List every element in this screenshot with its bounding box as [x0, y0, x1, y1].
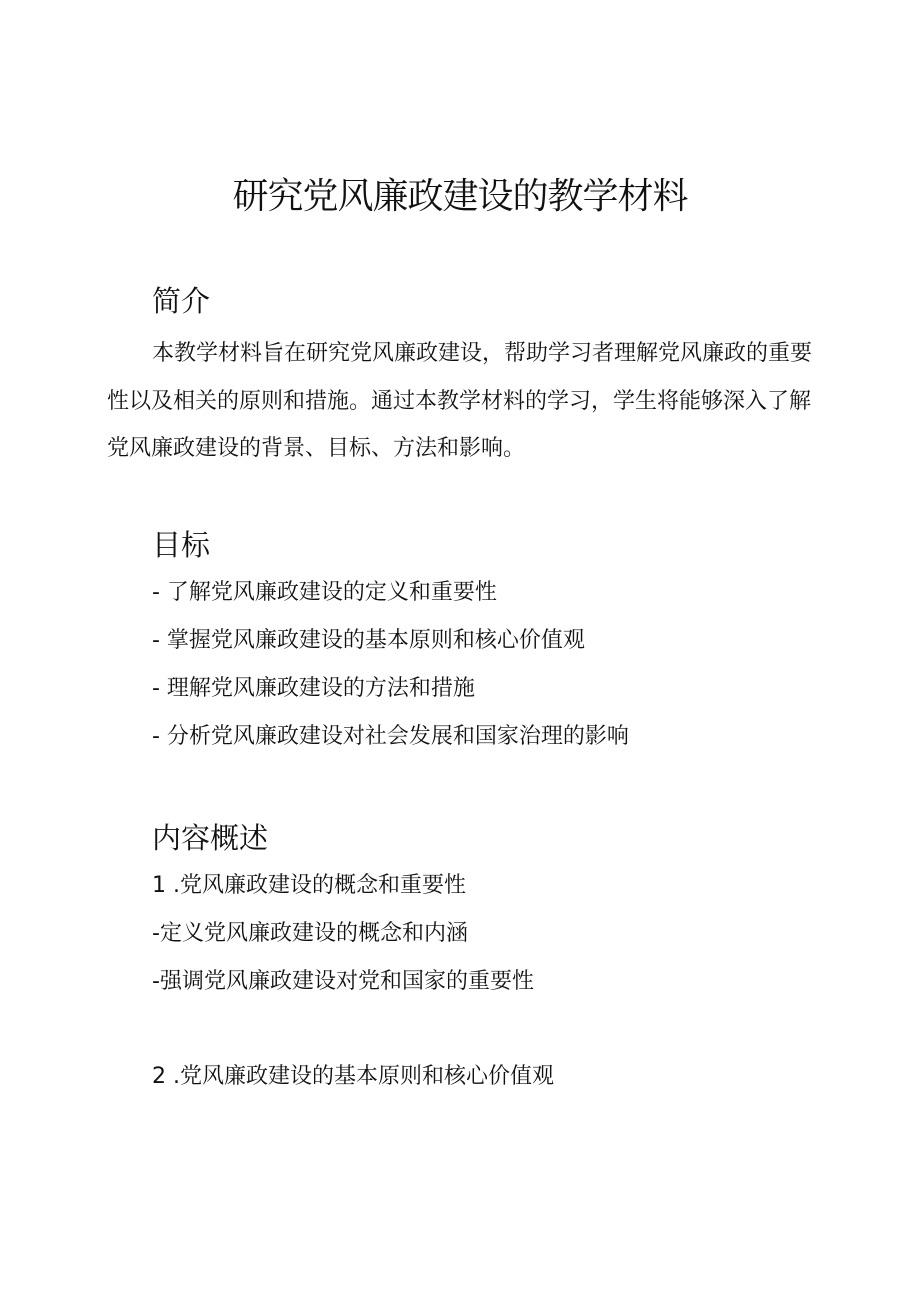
- overview-subitem: -定义党风廉政建设的概念和内涵: [152, 921, 468, 946]
- goal-item: - 了解党风廉政建设的定义和重要性: [152, 580, 497, 605]
- intro-heading: 简介: [152, 284, 211, 318]
- goals-heading: 目标: [152, 528, 211, 562]
- overview-subitem: -强调党风廉政建设对党和国家的重要性: [152, 969, 534, 994]
- goal-item: - 分析党风廉政建设对社会发展和国家治理的影响: [152, 724, 629, 749]
- document-title: 研究党风廉政建设的教学材料: [232, 176, 688, 217]
- overview-item-1-title: 1 .党风廉政建设的概念和重要性: [152, 873, 466, 898]
- overview-heading: 内容概述: [152, 821, 269, 855]
- goal-item: - 掌握党风廉政建设的基本原则和核心价值观: [152, 628, 585, 653]
- intro-paragraph: 本教学材料旨在研究党风廉政建设，帮助学习者理解党风廉政的重要性以及相关的原则和措施。通过本教学材料的学习，学生将能够深入了解党风廉政建设的背景、目标、方法和影响。: [107, 341, 813, 461]
- goal-item: - 理解党风廉政建设的方法和措施: [152, 676, 475, 701]
- overview-item-2-title: 2 .党风廉政建设的基本原则和核心价值观: [152, 1064, 554, 1089]
